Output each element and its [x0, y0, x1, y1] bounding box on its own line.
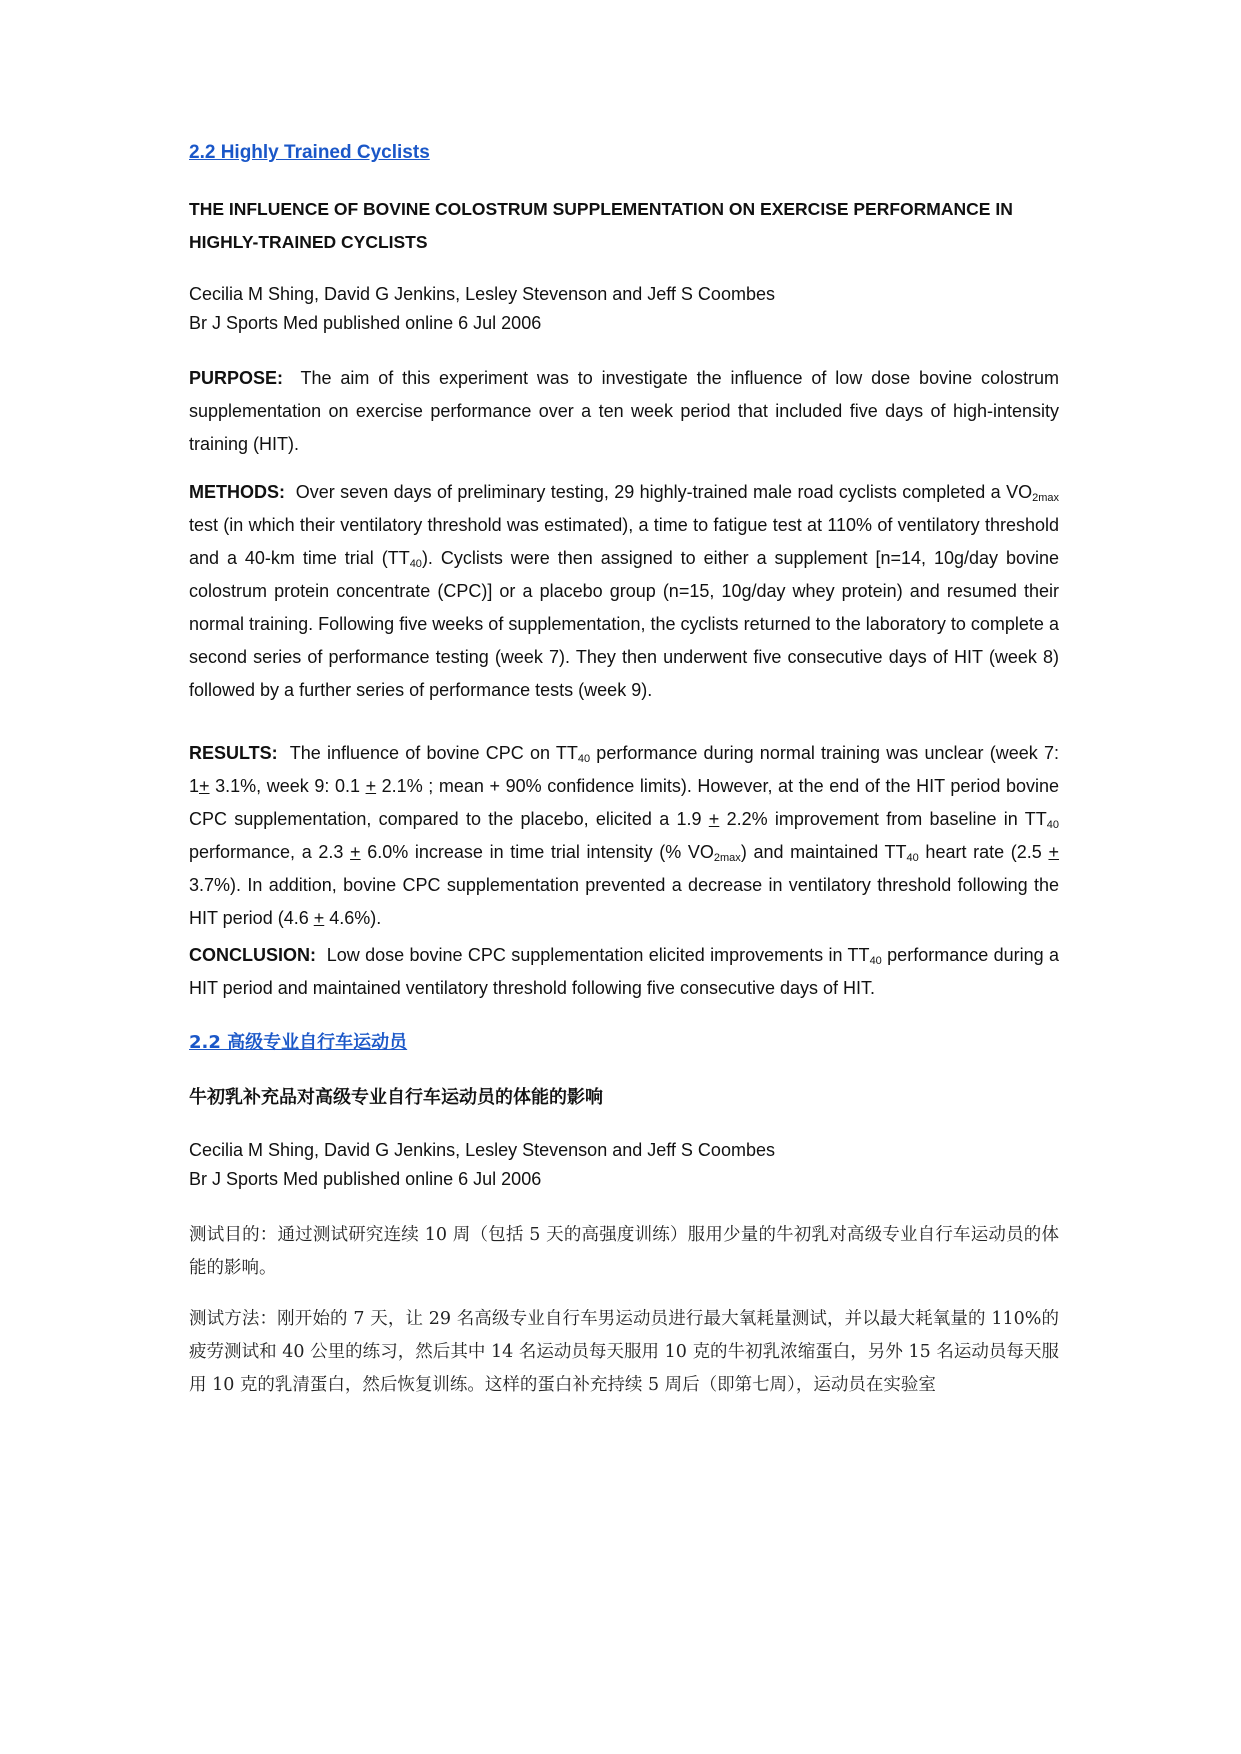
plus-minus-sign: + — [350, 842, 361, 862]
plus-minus-sign: + — [708, 809, 720, 829]
purpose-text: The aim of this experiment was to investigate the influence of low dose bovine colostrum supplementation on exercise performance over a ten week period that included five days of high-intensity training (HIT). — [189, 368, 1059, 454]
plus-minus-sign: + — [313, 908, 325, 928]
results-text: heart rate (2.5 — [918, 842, 1049, 862]
conclusion-text: Low dose bovine CPC supplementation elicited improvements in TT — [326, 945, 870, 965]
results-text: ) and maintained TT — [740, 842, 907, 862]
subscript: 40 — [906, 852, 919, 864]
section-heading-en-link[interactable]: 2.2 Highly Trained Cyclists — [189, 142, 430, 163]
results-paragraph-en — [189, 737, 1059, 935]
results-text: 2.2% improvement from baseline in TT — [719, 809, 1047, 829]
results-text: performance, a 2.3 — [189, 842, 351, 862]
results-text: 3.7%). In addition, bovine CPC supplementation prevented a decrease in ventilatory threshold following the HIT period (4.6 — [189, 875, 1059, 928]
results-text: 4.6%). — [324, 908, 382, 928]
conclusion-paragraph-en — [189, 939, 1059, 1005]
methods-paragraph-zh: 测试方法：刚开始的 7 天，让 29 名高级专业自行车男运动员进行最大氧耗量测试，并以最大耗氧量的 110%的疲劳测试和 40 公里的练习，然后其中 14 名运动员每天服用 10 克的牛初乳浓缩蛋白，另外 15 名运动员每天服用 10 克的乳清蛋白，然后恢复训练。这样的蛋白补充持续 5 周后（即第七周），运动员在实验室 — [189, 1309, 1059, 1395]
methods-paragraph-en — [189, 476, 1059, 707]
subscript: 40 — [1046, 819, 1059, 831]
subscript: 2max — [713, 852, 741, 864]
conclusion-label: CONCLUSION: — [189, 945, 316, 965]
purpose-paragraph-zh: 测试目的：通过测试研究连续 10 周（包括 5 天的高强度训练）服用少量的牛初乳对高级专业自行车运动员的体能的影响。 — [189, 1225, 1059, 1278]
purpose-label: PURPOSE: — [189, 368, 284, 388]
methods-label: METHODS: — [189, 482, 285, 502]
results-text: 2.1% ; mean + 90% confidence limits). However, at the end of the HIT period bovine CPC supplementation, compared to the placebo, elicited a 1.9 — [189, 776, 1060, 829]
results-text: performance during normal training was unclear (week 7: 1 — [189, 743, 1059, 796]
purpose-paragraph-en — [189, 362, 1059, 461]
methods-text: test (in which their ventilatory threshold was estimated), a time to fatigue test at 110% of ventilatory threshold and a 40-km time trial (TT — [189, 515, 1059, 568]
results-text: 6.0% increase in time trial intensity (% VO — [360, 842, 714, 862]
article-title-zh: 牛初乳补充品对高级专业自行车运动员的体能的影响 — [189, 1087, 603, 1108]
subscript: 40 — [409, 558, 422, 570]
authors-en: Cecilia M Shing, David G Jenkins, Lesley Stevenson and Jeff S Coombes — [189, 284, 775, 304]
section-heading-zh-link[interactable]: 2.2 高级专业自行车运动员 — [189, 1032, 408, 1053]
plus-minus-sign: + — [365, 776, 377, 796]
methods-text: ). Cyclists were then assigned to either a supplement [n=14, 10g/day bovine colostrum protein concentrate (CPC)] or a placebo group (n=15, 10g/day whey protein) and resumed their normal training. Following five weeks of supplementation, the cyclists returned to the laboratory to complete a second series of performance testing (week 7). They then underwent five consecutive days of HIT (week 8) followed by a further series of performance tests (week 9). — [189, 548, 1059, 700]
methods-text: Over seven days of preliminary testing, 29 highly-trained male road cyclists completed a VO — [295, 482, 1033, 502]
article-title-en: THE INFLUENCE OF BOVINE COLOSTRUM SUPPLEMENTATION ON EXERCISE PERFORMANCE IN HIGHLY-TRAINED CYCLISTS — [189, 199, 1013, 252]
plus-minus-sign: + — [199, 776, 210, 796]
citation-en: Br J Sports Med published online 6 Jul 2006 — [189, 313, 542, 333]
subscript: 40 — [577, 753, 591, 765]
conclusion-text: performance during a HIT period and maintained ventilatory threshold following five consecutive days of HIT. — [189, 945, 1059, 998]
results-text: 3.1%, week 9: 0.1 — [209, 776, 366, 796]
subscript: 2max — [1032, 492, 1059, 504]
results-label: RESULTS: — [189, 743, 278, 763]
subscript: 40 — [869, 955, 882, 967]
citation-zh: Br J Sports Med published online 6 Jul 2006 — [189, 1169, 542, 1189]
plus-minus-sign: + — [1048, 842, 1059, 862]
results-text: The influence of bovine CPC on TT — [289, 743, 578, 763]
authors-zh: Cecilia M Shing, David G Jenkins, Lesley Stevenson and Jeff S Coombes — [189, 1140, 775, 1160]
